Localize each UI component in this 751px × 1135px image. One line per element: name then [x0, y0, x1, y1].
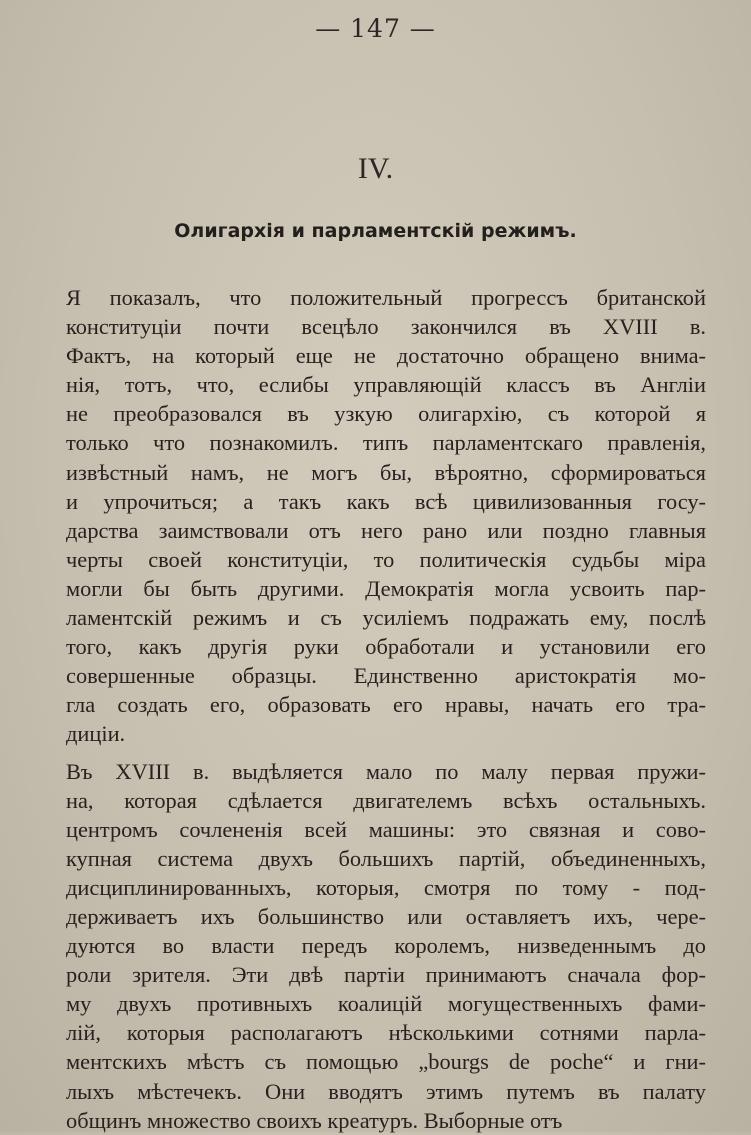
text-line: того, какъ другія руки обработали и установили его: [66, 634, 706, 660]
text-line: центромъ сочлененія всей машины: это связная и сово-: [66, 816, 706, 842]
page-number: — 147 —: [315, 14, 436, 43]
chapter-numeral: IV.: [357, 152, 394, 185]
paragraph-1: [66, 283, 706, 749]
text-line: диціи.: [66, 721, 126, 747]
text-line: дарства заимствовали отъ него рано или поздно главныя: [66, 517, 706, 543]
text-line: держиваетъ ихъ большинство или оставляетъ ихъ, чере-: [66, 903, 706, 929]
text-line: лій, которыя располагаютъ нѣсколькими сотнями парла-: [66, 1020, 706, 1046]
chapter-title: Олигархія и парламентскій режимъ.: [174, 220, 577, 242]
text-line: на, которая сдѣлается двигателемъ всѣхъ остальныхъ.: [66, 787, 706, 813]
text-line: Въ XVIII в. выдѣляется мало по малу первая пружи-: [66, 758, 706, 784]
text-line: конституціи почти всецѣло закончился въ XVIII в.: [66, 314, 706, 340]
text-line: ламентскій режимъ и съ усиліемъ подражать ему, послѣ: [66, 605, 706, 631]
paragraph-2: [66, 757, 706, 1135]
text-line: могли бы быть другими. Демократія могла усвоить пар-: [66, 575, 706, 601]
text-line: совершенные образцы. Единственно аристократія мо-: [66, 663, 706, 689]
text-line: роли зрителя. Эти двѣ партіи принимаютъ сначала фор-: [66, 962, 706, 988]
text-line: Я показалъ, что положительный прогрессъ британской: [66, 285, 706, 310]
text-line: купная система двухъ большихъ партій, объединенныхъ,: [66, 845, 706, 871]
text-line: гла создать его, образовать его нравы, начать его тра-: [66, 692, 706, 718]
text-line: лыхъ мѣстечекъ. Они вводятъ этимъ путемъ въ палату: [66, 1078, 706, 1104]
paragraph-gap: [66, 749, 706, 757]
text-line: дисциплинированныхъ, которыя, смотря по тому - под-: [66, 874, 706, 900]
text-line: нія, тотъ, что, еслибы управляющій классъ въ Англіи: [66, 372, 706, 398]
text-line: му двухъ противныхъ коалицій могущественныхъ фами-: [66, 991, 706, 1017]
text-line: Фактъ, на который еще не достаточно обращено внима-: [66, 343, 706, 369]
body-text: [66, 283, 706, 1135]
text-line: дуются во власти передъ королемъ, низведеннымъ до: [66, 933, 706, 959]
text-line: ментскихъ мѣстъ съ помощью „bourgs de poche“ и гни-: [66, 1049, 706, 1075]
text-line: черты своей конституціи, то политическія судьбы міра: [66, 546, 706, 572]
text-line: только что познакомилъ. типъ парламентскаго правленія,: [66, 430, 706, 456]
text-line: извѣстный намъ, не могъ бы, вѣроятно, сформироваться: [66, 459, 706, 485]
text-line: общинъ множество своихъ креатуръ. Выборные отъ: [66, 1107, 563, 1133]
text-line: не преобразовался въ узкую олигархію, съ которой я: [66, 401, 706, 427]
text-line: и упрочиться; а такъ какъ всѣ цивилизованныя госу-: [66, 488, 706, 514]
